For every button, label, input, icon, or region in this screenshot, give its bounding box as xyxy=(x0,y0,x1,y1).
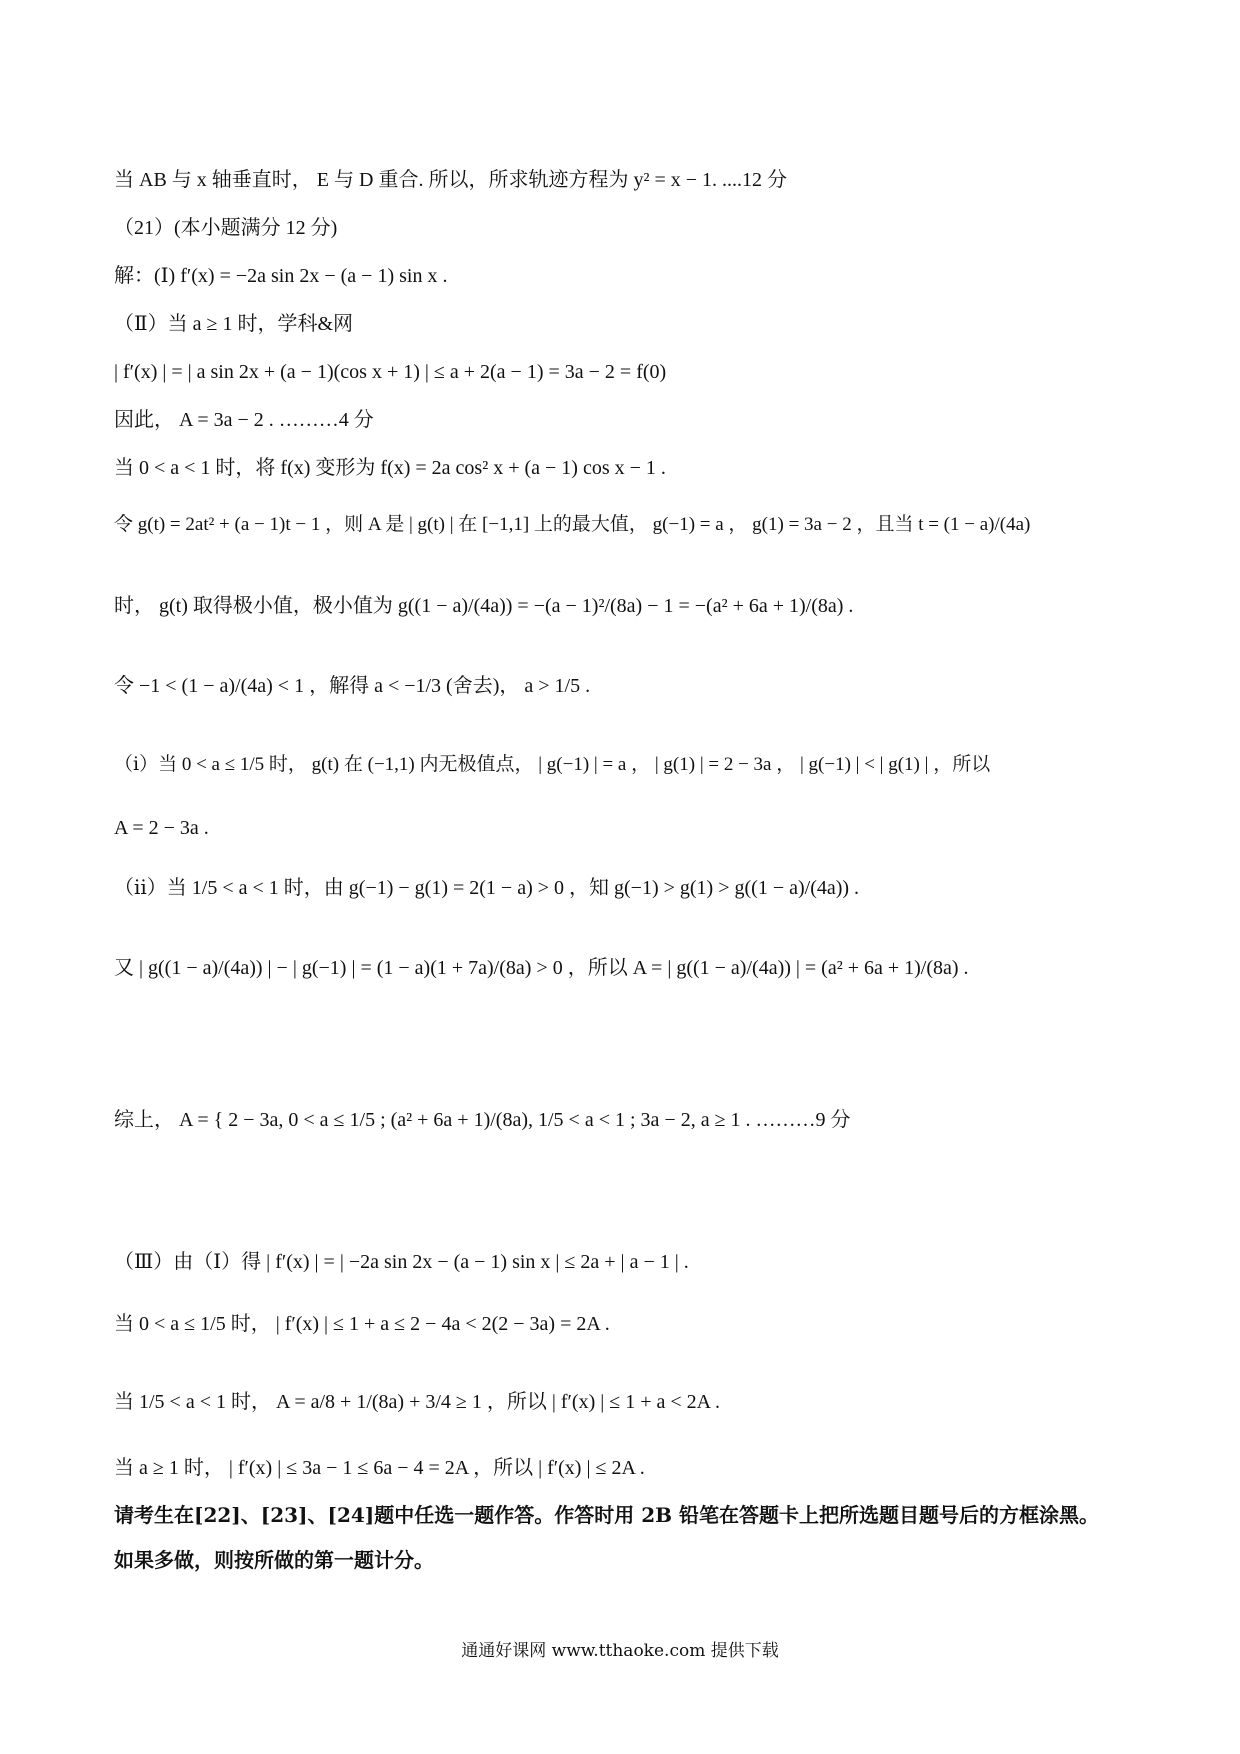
text-line-1: 当 AB 与 x 轴垂直时， E 与 D 重合. 所以，所求轨迹方程为 y² = x − 1. ....12 分 xyxy=(114,169,787,191)
text-line-11: （ⅰ）当 0 < a ≤ 1/5 时， g(t) 在 (−1,1) 内无极值点， | g(−1) | = a ， | g(1) | = 2 − 3a ， | g(−1) | < | g(1) | ，所以 xyxy=(114,754,991,775)
text-line-2: （21）(本小题满分 12 分) xyxy=(114,217,338,239)
text-line-7: 当 0 < a < 1 时，将 f(x) 变形为 f(x) = 2a cos² x + (a − 1) cos x − 1 . xyxy=(114,457,666,479)
text-line-4: （Ⅱ）当 a ≥ 1 时，学科&网 xyxy=(114,313,354,335)
text-line-6: 因此， A = 3a − 2 . ………4 分 xyxy=(114,409,374,431)
text-line-13: （ⅱ）当 1/5 < a < 1 时，由 g(−1) − g(1) = 2(1 − a) > 0 ，知 g(−1) > g(1) > g((1 − a)/(4a)) . xyxy=(114,877,860,899)
text-line-12: A = 2 − 3a . xyxy=(114,817,209,839)
page-footer: 通通好课网 www.tthaoke.com 提供下载 xyxy=(461,1641,779,1661)
text-line-5: | f′(x) | = | a sin 2x + (a − 1)(cos x + 1) | ≤ a + 2(a − 1) = 3a − 2 = f(0) xyxy=(114,361,667,383)
instruction-line-1: 请考生在[22]、[23]、[24]题中任选一题作答。作答时用 2B 铅笔在答题卡上把所选题目题号后的方框涂黑。 xyxy=(114,1503,1100,1527)
text-line-15: 综上， A = { 2 − 3a, 0 < a ≤ 1/5 ; (a² + 6a + 1)/(8a), 1/5 < a < 1 ; 3a − 2, a ≥ 1 . ………9 分 xyxy=(114,1109,851,1131)
text-line-18: 当 1/5 < a < 1 时， A = a/8 + 1/(8a) + 3/4 ≥ 1 ，所以 | f′(x) | ≤ 1 + a < 2A . xyxy=(114,1391,721,1413)
text-line-9: 时， g(t) 取得极小值，极小值为 g((1 − a)/(4a)) = −(a − 1)²/(8a) − 1 = −(a² + 6a + 1)/(8a) . xyxy=(114,595,854,617)
text-line-19: 当 a ≥ 1 时， | f′(x) | ≤ 3a − 1 ≤ 6a − 4 = 2A ，所以 | f′(x) | ≤ 2A . xyxy=(114,1457,645,1479)
instruction-line-2: 如果多做，则按所做的第一题计分。 xyxy=(114,1548,434,1572)
text-line-3: 解：(Ⅰ) f′(x) = −2a sin 2x − (a − 1) sin x . xyxy=(114,265,448,287)
text-line-8: 令 g(t) = 2at² + (a − 1)t − 1 ，则 A 是 | g(t) | 在 [−1,1] 上的最大值， g(−1) = a ， g(1) = 3a − 2 ，且当 t = (1 − a)/(4a) xyxy=(114,514,1031,535)
text-line-17: 当 0 < a ≤ 1/5 时， | f′(x) | ≤ 1 + a ≤ 2 − 4a < 2(2 − 3a) = 2A . xyxy=(114,1313,610,1335)
text-line-10: 令 −1 < (1 − a)/(4a) < 1 ，解得 a < −1/3 (舍去)， a > 1/5 . xyxy=(114,675,591,697)
text-line-14: 又 | g((1 − a)/(4a)) | − | g(−1) | = (1 − a)(1 + 7a)/(8a) > 0 ，所以 A = | g((1 − a)/(4a)) | = (a² + 6a + 1)/(8a) . xyxy=(114,957,969,979)
text-line-16: （Ⅲ）由（Ⅰ）得 | f′(x) | = | −2a sin 2x − (a − 1) sin x | ≤ 2a + | a − 1 | . xyxy=(114,1251,689,1273)
